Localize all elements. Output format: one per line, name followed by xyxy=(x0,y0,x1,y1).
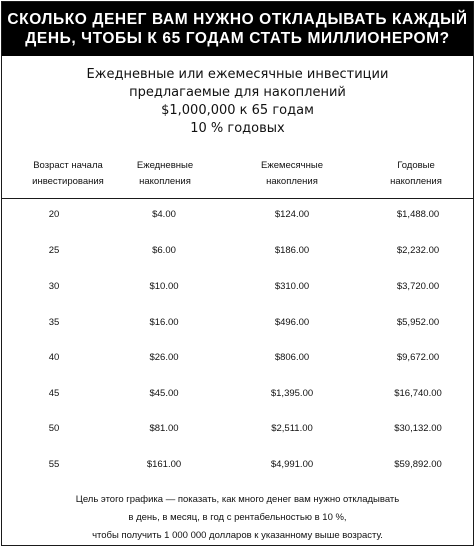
title-line-1: СКОЛЬКО ДЕНЕГ ВАМ НУЖНО ОТКЛАДЫВАТЬ КАЖДЫЙ xyxy=(7,11,468,28)
cell-yearly: $16,740.00 xyxy=(394,388,442,399)
cell-monthly: $186.00 xyxy=(274,245,310,256)
cell-daily: $6.00 xyxy=(152,245,176,256)
title-banner xyxy=(2,2,473,56)
subtitle-line-3: $1,000,000 к 65 годам xyxy=(161,103,314,118)
cell-daily: $16.00 xyxy=(149,317,179,328)
footnote-line-1: Цель этого графика — показать, как много денег вам нужно откладывать xyxy=(75,494,400,505)
column-header-yearly-line-1: Годовые xyxy=(397,160,435,171)
footnote-line-3: чтобы получить 1 000 000 долларов к указанному выше возрасту. xyxy=(92,530,383,541)
cell-yearly: $9,672.00 xyxy=(396,352,440,363)
cell-monthly: $1,395.00 xyxy=(270,388,314,399)
column-header-age xyxy=(32,158,104,190)
cell-daily: $26.00 xyxy=(149,352,179,363)
column-header-daily-line-2: накопления xyxy=(139,176,191,187)
title-line-2: ДЕНЬ, ЧТОБЫ К 65 ГОДАМ СТАТЬ МИЛЛИОНЕРОМ? xyxy=(25,30,450,47)
column-header-monthly xyxy=(261,158,323,190)
subtitle-line-4: 10 % годовых xyxy=(190,121,285,136)
cell-daily: $161.00 xyxy=(146,459,182,470)
cell-daily: $45.00 xyxy=(149,388,179,399)
column-header-daily-line-1: Ежедневные xyxy=(136,160,194,171)
cell-yearly: $5,952.00 xyxy=(396,317,440,328)
cell-age: 50 xyxy=(48,423,60,434)
table-row xyxy=(2,421,473,437)
cell-monthly: $496.00 xyxy=(274,317,310,328)
cell-age: 35 xyxy=(48,317,60,328)
cell-daily: $4.00 xyxy=(152,209,176,220)
cell-age: 40 xyxy=(48,352,60,363)
cell-monthly: $806.00 xyxy=(274,352,310,363)
column-header-yearly-line-2: накопления xyxy=(390,176,442,187)
table-row xyxy=(2,386,473,402)
cell-yearly: $3,720.00 xyxy=(396,281,440,292)
table-row xyxy=(2,243,473,259)
column-header-age-line-2: инвестирования xyxy=(32,176,104,187)
subtitle-line-2: предлагаемые для накоплений xyxy=(129,85,346,100)
table-row xyxy=(2,207,473,223)
header-divider xyxy=(2,198,473,199)
column-header-monthly-line-2: накопления xyxy=(266,176,318,187)
cell-daily: $81.00 xyxy=(149,423,179,434)
cell-age: 25 xyxy=(48,245,60,256)
cell-daily: $10.00 xyxy=(149,281,179,292)
table-row xyxy=(2,350,473,366)
cell-monthly: $310.00 xyxy=(274,281,310,292)
cell-age: 45 xyxy=(48,388,60,399)
subtitle-line-1: Ежедневные или ежемесячные инвестиции xyxy=(86,67,389,82)
cell-age: 55 xyxy=(48,459,60,470)
subtitle-block xyxy=(2,66,473,138)
column-header-monthly-line-1: Ежемесячные xyxy=(261,160,323,171)
footnote xyxy=(2,491,473,545)
document-frame xyxy=(1,1,474,546)
table-row xyxy=(2,279,473,295)
table-row xyxy=(2,315,473,331)
table-row xyxy=(2,457,473,473)
cell-yearly: $59,892.00 xyxy=(394,459,442,470)
cell-monthly: $124.00 xyxy=(274,209,310,220)
cell-monthly: $2,511.00 xyxy=(271,423,313,434)
cell-yearly: $1,488.00 xyxy=(396,209,440,220)
column-header-yearly xyxy=(390,158,442,190)
cell-monthly: $4,991.00 xyxy=(270,459,314,470)
footnote-line-2: в день, в месяц, в год с рентабельностью в 10 %, xyxy=(128,512,347,523)
column-header-daily xyxy=(137,158,193,190)
cell-age: 30 xyxy=(48,281,60,292)
column-header-age-line-1: Возраст начала xyxy=(33,160,103,171)
cell-yearly: $2,232.00 xyxy=(396,245,440,256)
cell-yearly: $30,132.00 xyxy=(394,423,442,434)
cell-age: 20 xyxy=(48,209,60,220)
